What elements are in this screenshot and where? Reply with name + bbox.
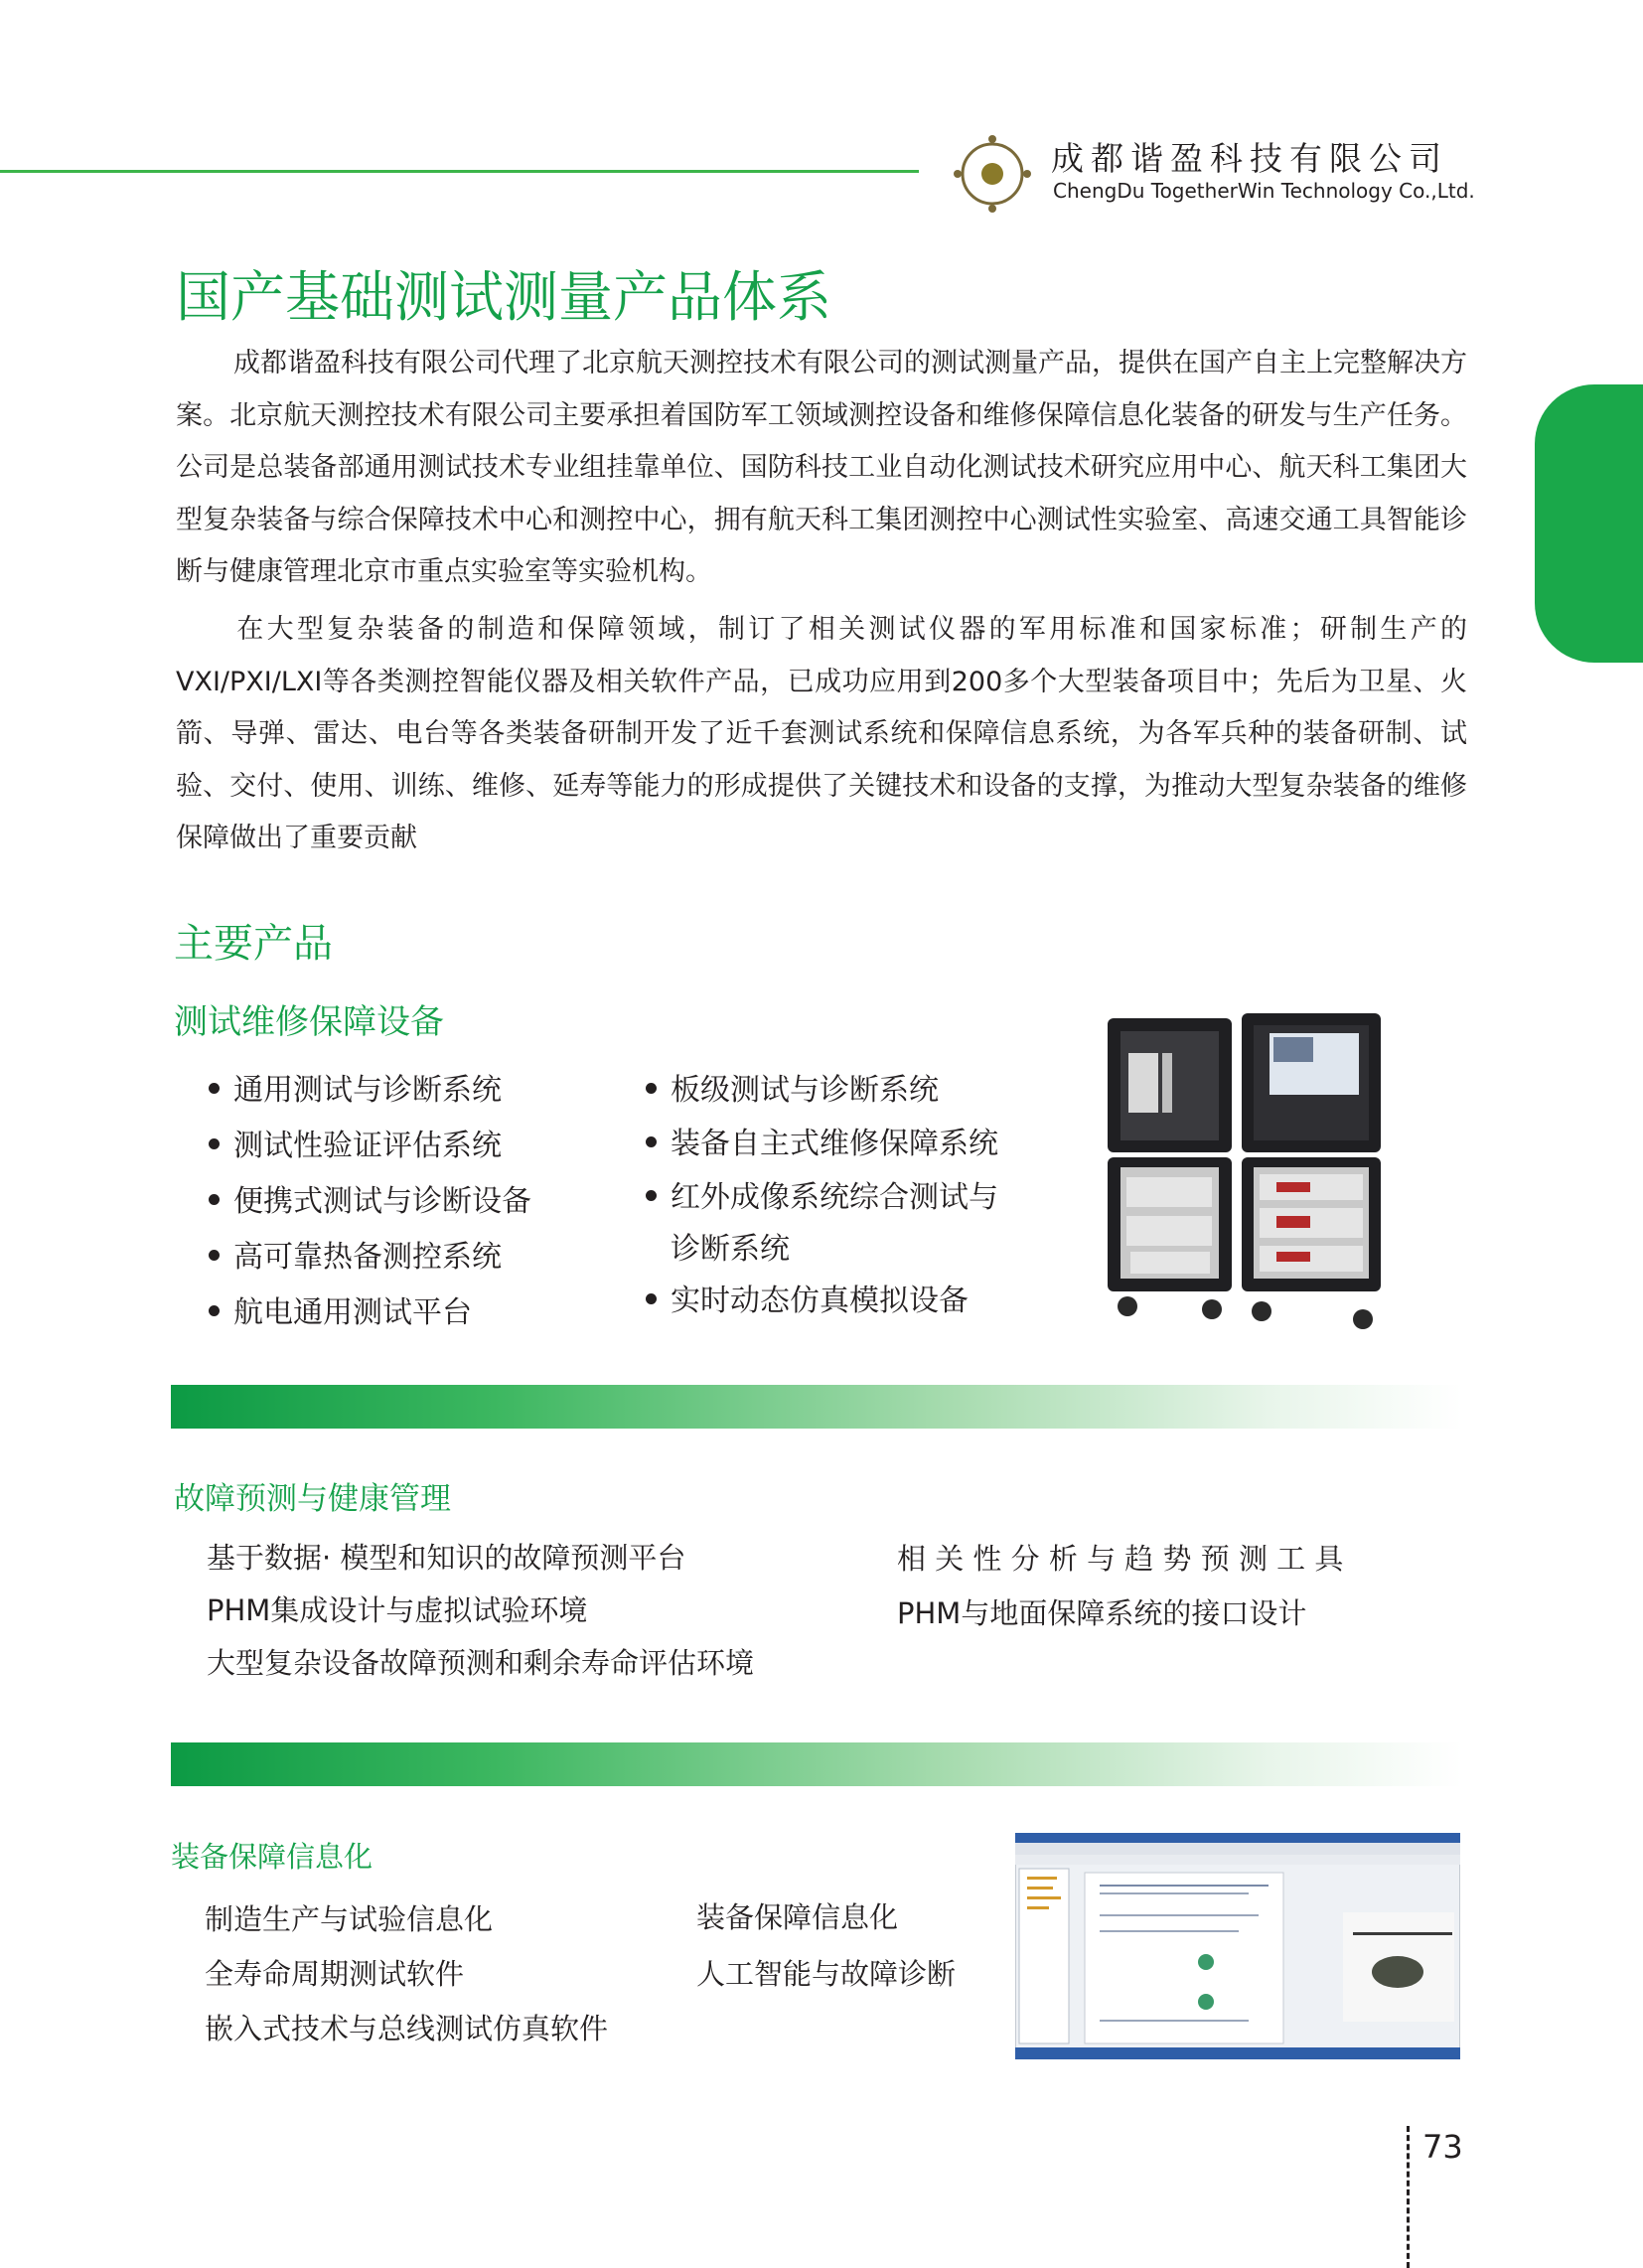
header-rule xyxy=(0,170,919,173)
list-item: 基于数据· 模型和知识的故障预测平台 xyxy=(207,1541,686,1575)
list-item: 嵌入式技术与总线测试仿真软件 xyxy=(205,2012,609,2045)
list-item: 高可靠热备测控系统 xyxy=(209,1232,502,1276)
section3-heading: 装备保障信息化 xyxy=(171,1840,373,1874)
products-heading: 主要产品 xyxy=(174,921,333,967)
intro-p2-text: 在大型复杂装备的制造和保障领域，制订了相关测试仪器的军用标准和国家标准；研制生产的VXI/PXI/LXI等各类测控智能仪器及相关软件产品，已成功应用到200多个大型装备项目中；先后为卫星、火箭、导弹、雷达、电台等各类装备研制开发了近千套测试系统和保障信息系统，为各军兵种的装备研制、试验、交付、使用、训练、维修、延寿等能力的形成提供了关键技术和设备的支撑，为推动大型复杂装备的维修保障做出了重要贡献 xyxy=(176,614,1467,853)
test-equipment-rack-image xyxy=(1103,1003,1391,1336)
list-item: 红外成像系统综合测试与 xyxy=(646,1172,998,1216)
list-item: PHM与地面保障系统的接口设计 xyxy=(897,1596,1307,1630)
page-number-rule xyxy=(1407,2126,1410,2268)
list-item: 全寿命周期测试软件 xyxy=(205,1957,465,1991)
company-logo-icon xyxy=(949,130,1036,218)
list-item: 装备自主式维修保障系统 xyxy=(646,1119,998,1162)
page-number: 73 xyxy=(1422,2128,1463,2166)
software-screenshot-image xyxy=(1015,1833,1460,2059)
page-title: 国产基础测试测量产品体系 xyxy=(176,265,832,329)
intro-paragraph-1 xyxy=(176,338,1467,599)
company-name-cn: 成都谐盈科技有限公司 xyxy=(1051,139,1448,178)
list-item: 通用测试与诊断系统 xyxy=(209,1065,502,1109)
list-item: 大型复杂设备故障预测和剩余寿命评估环境 xyxy=(207,1646,755,1680)
side-tab-marker xyxy=(1535,384,1643,663)
list-item-continuation: 诊断系统 xyxy=(671,1232,790,1267)
list-item: 相 关 性 分 析 与 趋 势 预 测 工 具 xyxy=(897,1542,1344,1576)
list-item: 实时动态仿真模拟设备 xyxy=(646,1276,969,1319)
company-name-en: ChengDu TogetherWin Technology Co.,Ltd. xyxy=(1053,179,1475,203)
list-item: 装备保障信息化 xyxy=(696,1900,899,1934)
list-item: PHM集成设计与虚拟试验环境 xyxy=(207,1593,588,1627)
list-item: 制造生产与试验信息化 xyxy=(205,1902,494,1936)
section-divider-band xyxy=(171,1742,1462,1786)
section-divider-band xyxy=(171,1385,1462,1429)
list-item: 航电通用测试平台 xyxy=(209,1287,472,1331)
intro-paragraph-2 xyxy=(176,604,1467,865)
section2-heading: 故障预测与健康管理 xyxy=(174,1481,451,1517)
intro-p1-text: 成都谐盈科技有限公司代理了北京航天测控技术有限公司的测试测量产品，提供在国产自主上完整解决方案。北京航天测控技术有限公司主要承担着国防军工领域测控设备和维修保障信息化装备的研发与生产任务。公司是总装备部通用测试技术专业组挂靠单位、国防科技工业自动化测试技术研究应用中心、航天科工集团大型复杂装备与综合保障技术中心和测控中心，拥有航天科工集团测控中心测试性实验室、高速交通工具智能诊断与健康管理北京市重点实验室等实验机构。 xyxy=(176,348,1467,587)
list-item: 测试性验证评估系统 xyxy=(209,1121,502,1164)
list-item: 人工智能与故障诊断 xyxy=(696,1957,957,1991)
list-item: 板级测试与诊断系统 xyxy=(646,1065,939,1109)
list-item: 便携式测试与诊断设备 xyxy=(209,1176,531,1220)
section1-heading: 测试维修保障设备 xyxy=(174,1002,444,1042)
